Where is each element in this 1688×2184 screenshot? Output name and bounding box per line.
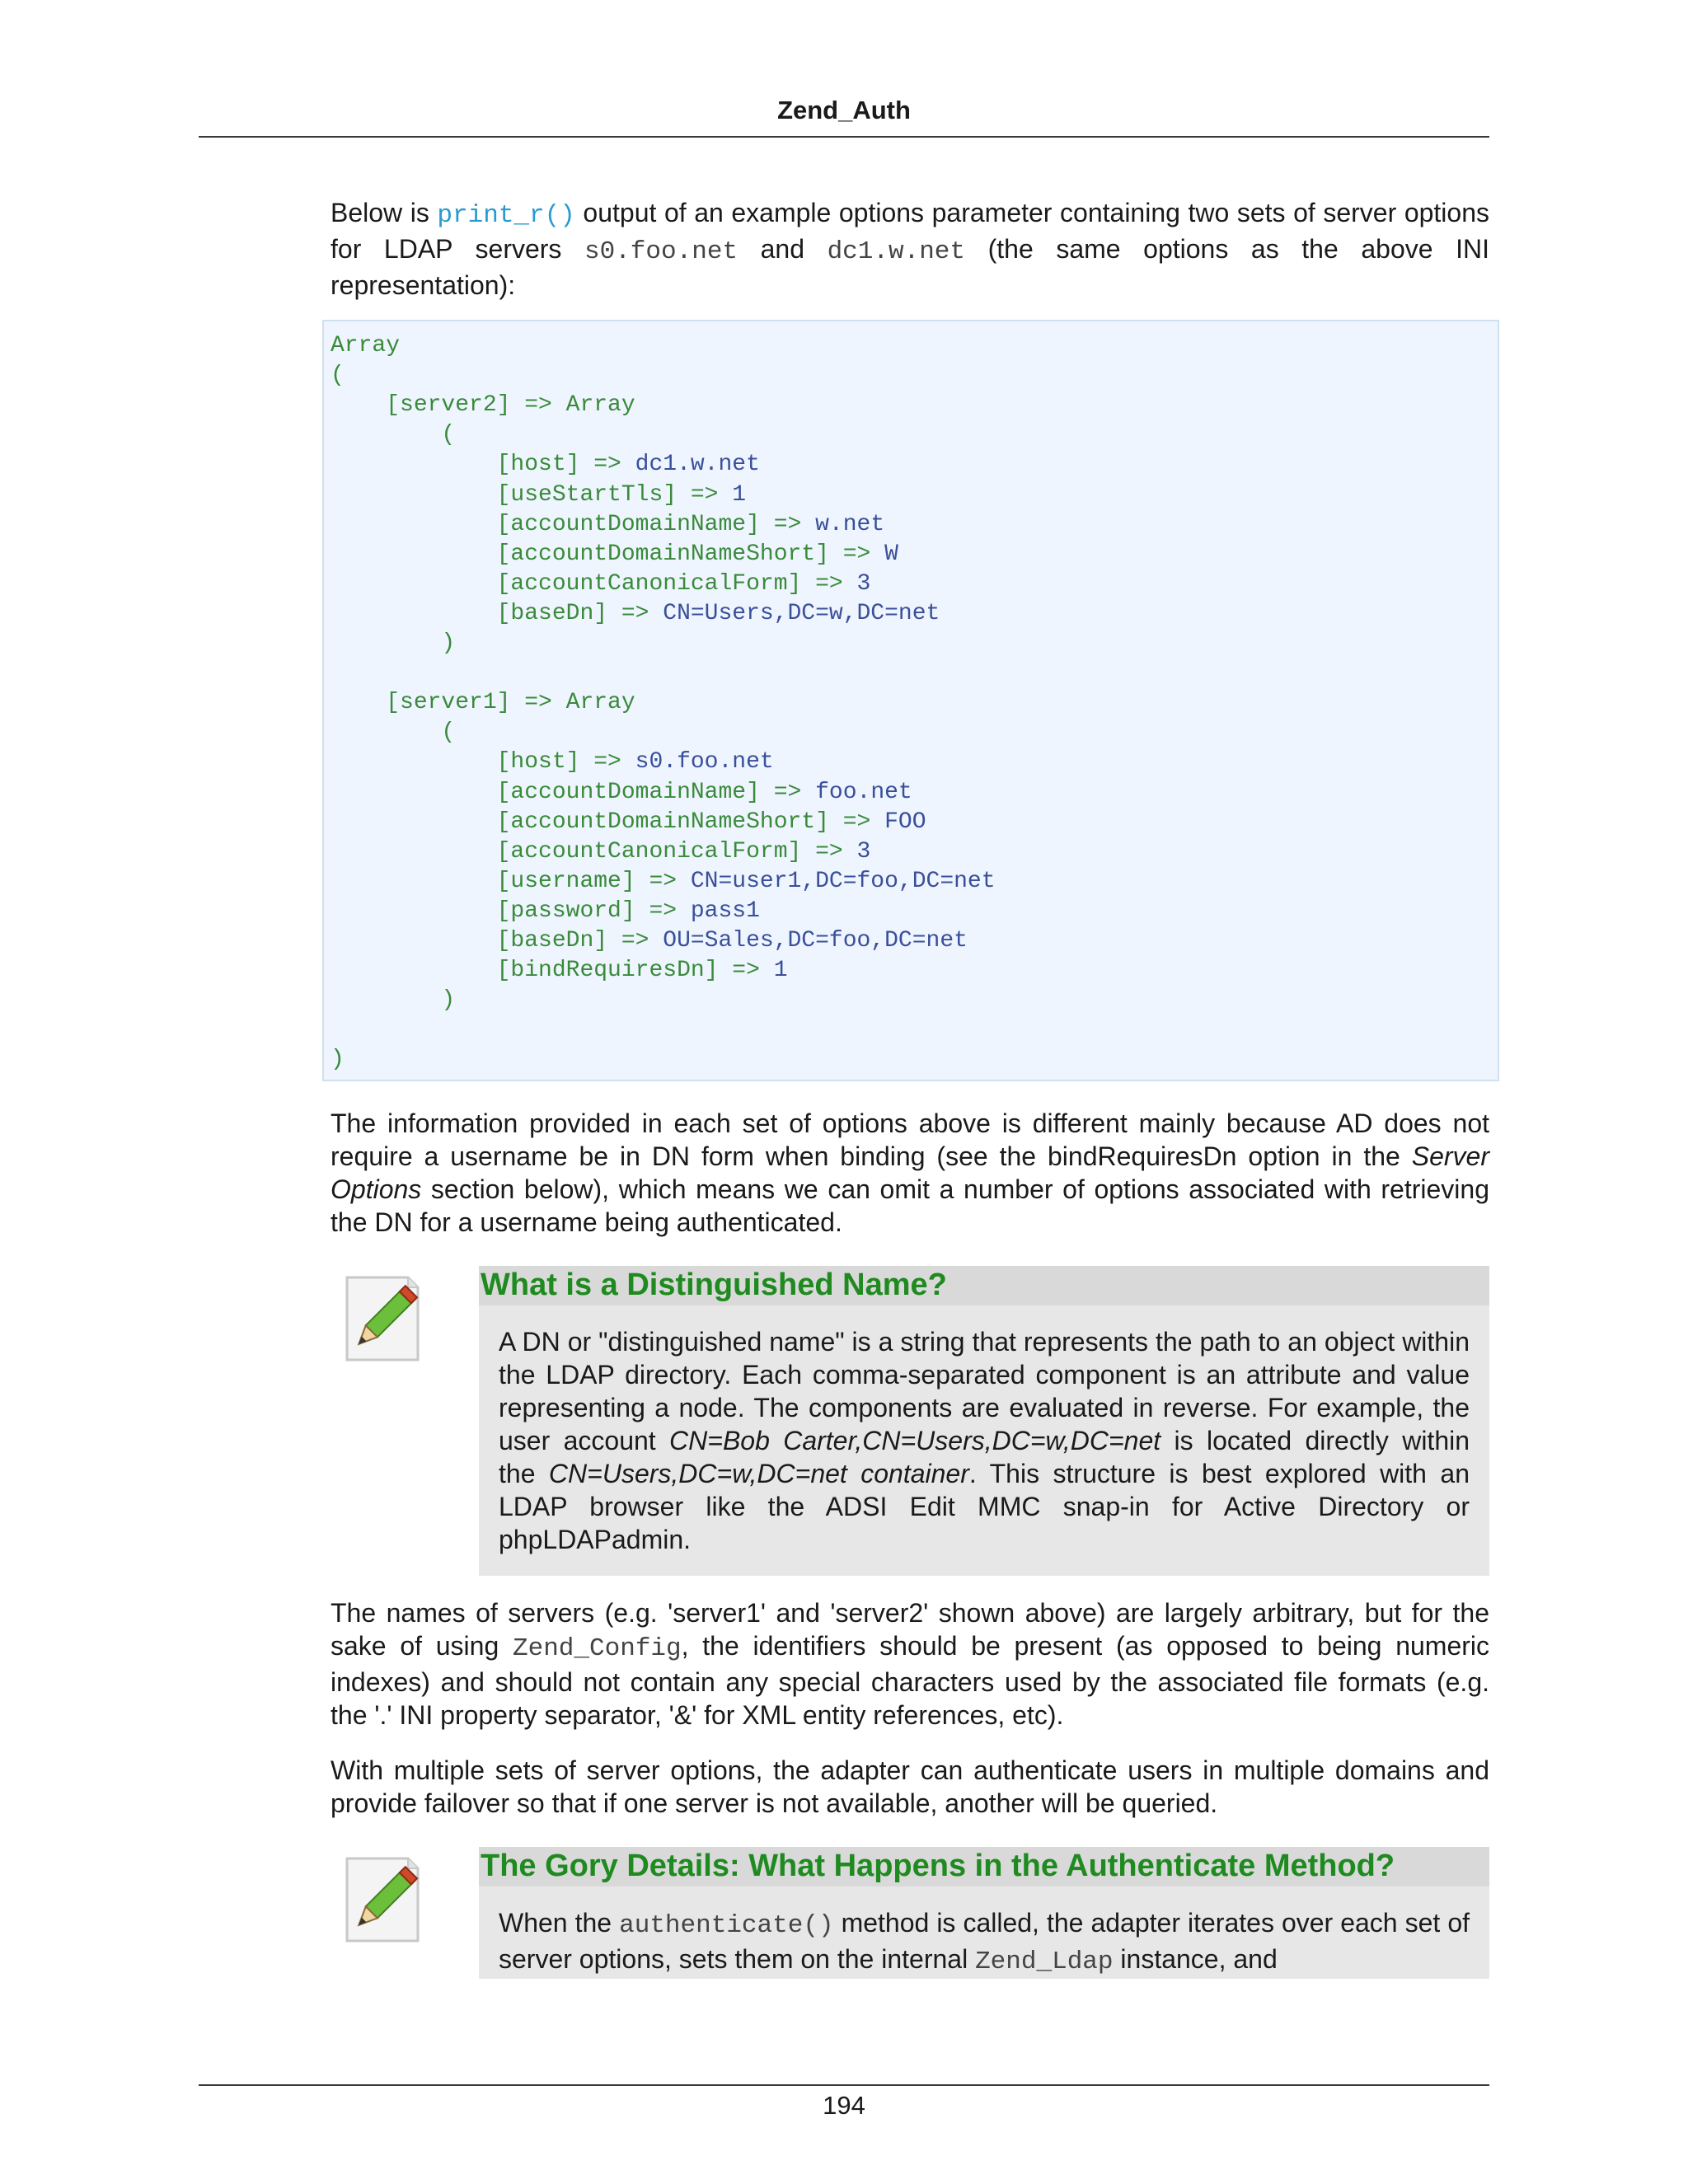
code-value: 3 — [856, 570, 871, 597]
code-line — [331, 718, 455, 748]
note-text-1: When the — [499, 1908, 620, 1938]
code-line — [331, 926, 968, 956]
names-paragraph — [331, 1596, 1489, 1732]
code-key: [host] => — [331, 749, 635, 776]
info-text-2: section below), which means we can omit a number of options associated with retrieving the DN for a username being authenticated. — [331, 1174, 1489, 1237]
code-value: CN=Users,DC=w,DC=net — [663, 600, 940, 626]
code-value: foo.net — [815, 779, 912, 805]
code-line — [331, 629, 455, 658]
code-value: W — [884, 541, 898, 567]
code-line — [331, 867, 996, 897]
note-box — [479, 1266, 1489, 1576]
running-header: Zend_Auth — [777, 96, 911, 124]
code-key: [host] => — [331, 452, 635, 478]
example-dn: CN=Bob Carter,CN=Users,DC=w,DC=net — [669, 1426, 1161, 1455]
names-text-2: , the identifiers should be present (as opposed to being numeric indexes) and should not contain any special characters used by the associated file formats (e.g. the '.' INI property separator, '&' for XML entity references, etc). — [331, 1631, 1490, 1730]
code-line — [331, 808, 926, 837]
code-key: [password] => — [331, 898, 691, 924]
note-text-3: . This structure is best explored with an LDAP browser like the ADSI Edit MMC snap-in for Active Directory or phpLDAPadmin. — [499, 1459, 1470, 1554]
note-text-1: A DN or "distinguished name" is a string that represents the path to an object within the LDAP directory. Each comma-separated component is an attribute and value representing a node. The components are evaluated in reverse. For example, the user account — [499, 1327, 1470, 1455]
server-options-ref: Server Options — [331, 1141, 1489, 1204]
code-line — [331, 569, 870, 599]
note-text-2: method is called, the adapter iterates over each set of server options, sets them on the internal — [499, 1908, 1470, 1974]
code-line — [331, 599, 940, 629]
code-key: [accountDomainName] => — [331, 511, 816, 537]
code-line — [331, 956, 788, 986]
note-box — [479, 1847, 1489, 1979]
code-value: 1 — [732, 481, 747, 508]
code-key: ) — [331, 1047, 345, 1073]
intro-text-2: output of an example options parameter containing two sets of server options for LDAP servers — [331, 198, 1490, 264]
code-value: CN=user1,DC=foo,DC=net — [690, 868, 996, 894]
print-r-link[interactable]: print_r() — [437, 201, 575, 230]
names-text-1: The names of servers (e.g. 'server1' and 'server2' shown above) are largely arbitrary, but for the sake of using — [331, 1598, 1489, 1661]
code-key: [server2] => Array — [331, 392, 635, 419]
code-line — [331, 986, 455, 1015]
code-value: s0.foo.net — [635, 749, 774, 776]
code-value: 3 — [856, 838, 871, 865]
code-line — [331, 391, 635, 420]
note-body — [479, 1305, 1489, 1556]
code-value: pass1 — [690, 898, 760, 924]
intro-text-3: and — [738, 234, 828, 264]
code-value: OU=Sales,DC=foo,DC=net — [663, 928, 968, 954]
code-line — [331, 778, 912, 808]
code-key: [accountCanonicalForm] => — [331, 570, 857, 597]
note-text-2: is located directly within the — [499, 1426, 1470, 1488]
code-key: [username] => — [331, 868, 691, 894]
example-container: CN=Users,DC=w,DC=net container — [548, 1459, 969, 1488]
host-dc1: dc1.w.net — [827, 237, 966, 266]
intro-text-4: (the same options as the above INI representation): — [331, 234, 1489, 300]
authenticate-code: authenticate() — [619, 1911, 834, 1940]
note-pencil-icon — [340, 1854, 423, 1946]
info-paragraph — [331, 1107, 1489, 1239]
code-line — [331, 748, 774, 777]
code-key: [baseDn] => — [331, 928, 663, 954]
note-pencil-icon — [340, 1272, 423, 1365]
code-key: [useStartTls] => — [331, 481, 733, 508]
note-body — [479, 1886, 1489, 1979]
code-line — [331, 897, 760, 926]
note-title: What is a Distinguished Name? — [479, 1266, 1489, 1305]
code-line — [331, 510, 884, 540]
code-key: [accountDomainName] => — [331, 779, 816, 805]
code-key: ) — [331, 630, 456, 656]
note-title: The Gory Details: What Happens in the Authenticate Method? — [479, 1847, 1489, 1886]
multi-paragraph: With multiple sets of server options, the adapter can authenticate users in multiple domains and provide failover so that if one server is not available, another will be queried. — [331, 1755, 1489, 1818]
code-line — [331, 837, 870, 867]
code-key: ) — [331, 987, 456, 1014]
code-key: [accountDomainNameShort] => — [331, 541, 885, 567]
intro-text-1: Below is — [331, 198, 438, 227]
code-value: dc1.w.net — [635, 452, 760, 478]
header-rule — [199, 136, 1489, 138]
code-line — [331, 420, 455, 450]
code-key: [accountCanonicalForm] => — [331, 838, 857, 865]
code-line — [331, 361, 345, 391]
code-value: FOO — [884, 808, 926, 835]
code-value: w.net — [815, 511, 885, 537]
code-listing — [322, 320, 1499, 1081]
code-value: 1 — [773, 958, 788, 984]
zend-config-code: Zend_Config — [513, 1634, 682, 1663]
info-text-1: The information provided in each set of options above is different mainly because AD does not require a username be in DN form when binding (see the bindRequiresDn option in the — [331, 1108, 1489, 1171]
code-line — [331, 1045, 345, 1075]
code-line — [331, 450, 760, 480]
zend-ldap-code: Zend_Ldap — [975, 1947, 1114, 1976]
code-line — [331, 540, 898, 569]
code-key: ( — [331, 422, 456, 448]
intro-paragraph — [331, 196, 1489, 302]
footer-rule — [199, 2084, 1489, 2086]
note-text-3: instance, and — [1113, 1944, 1278, 1974]
code-key: Array — [331, 333, 401, 359]
code-key: [server1] => Array — [331, 690, 635, 716]
code-key: [baseDn] => — [331, 600, 663, 626]
host-s0: s0.foo.net — [584, 237, 738, 266]
code-line — [331, 480, 746, 510]
code-key: [accountDomainNameShort] => — [331, 808, 885, 835]
code-key: ( — [331, 363, 345, 389]
code-line — [331, 331, 400, 361]
code-line — [331, 688, 635, 718]
code-key: ( — [331, 719, 456, 746]
code-key: [bindRequiresDn] => — [331, 958, 774, 984]
page-number: 194 — [823, 2091, 865, 2120]
